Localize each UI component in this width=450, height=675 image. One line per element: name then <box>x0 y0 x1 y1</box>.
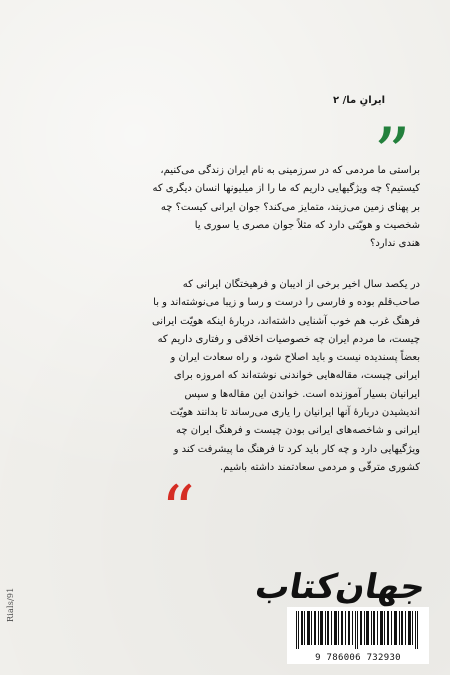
intro-paragraph <box>80 162 420 253</box>
text-line: شخصیت و هویّتی دارد که مثلاً جوان مصری یا سوری یا <box>194 219 420 231</box>
text-line: ایرانیان بسیار آموزنده است. خواندن این مقاله‌ها و سپس <box>184 388 420 400</box>
isbn-barcode <box>287 607 429 664</box>
opening-quote-mark-icon: ” <box>373 113 411 195</box>
text-line: چیست، ما مردم ایران چه خصوصیات اخلاقی و رفتاری داریم که <box>157 333 420 345</box>
side-price-text: Rials/91 <box>6 587 15 622</box>
text-line: هندی ندارد؟ <box>370 238 420 250</box>
text-line: فرهنگ غرب هم خوب آشنایی داشته‌اند، دربارهٔ اینکه هویّت ایرانی <box>151 315 420 327</box>
text-line: در یکصد سال اخیر برخی از ادیبان و فرهیختگان ایرانی که <box>182 279 420 290</box>
isbn-number: 9 786006 732930 <box>315 653 401 663</box>
text-line: ایرانی چیست، مقاله‌هایی خواندنی نوشته‌اند که امروزه برای <box>173 370 420 382</box>
publisher-logo: جهان‌کتاب <box>252 567 429 607</box>
text-line: کشوری مترقّی و مردمی سعادتمند داشته باشیم. <box>219 461 420 473</box>
closing-quote-mark-icon: “ <box>161 472 195 549</box>
text-line: ویژگیهایی دارد و چه کار باید کرد تا فرهنگ ما پیشرفت کند و <box>173 443 420 455</box>
body-paragraph <box>80 276 420 477</box>
text-line: بر پهنای زمین می‌زیند، متمایز می‌کند؟ جوان ایرانی کیست؟ چه <box>160 201 420 213</box>
text-line: بعضاً پسندیده نیست و باید اصلاح شود، و راه سعادت ایران و <box>170 352 420 364</box>
text-line: براستی ما مردمی که در سرزمینی به نام ایران زندگی می‌کنیم، <box>160 165 420 176</box>
text-line: اندیشیدن دربارهٔ آنها ایرانیان را یاری می‌رساند تا بدانند هویّت <box>170 407 420 419</box>
barcode-icon <box>296 611 420 649</box>
text-line: ایرانی و شاخصه‌های ایرانی بودن چیست و فرهنگ ایران چه <box>176 425 420 437</box>
text-line: صاحب‌قلم بوده و فارسی را درست و رسا و زیبا می‌نوشته‌اند و با <box>153 297 420 309</box>
text-line: کیستیم؟ چه ویژگیهایی داریم که ما را از میلیونها انسان دیگری که <box>152 183 420 195</box>
series-title: ایرانِ ما/ ۲ <box>333 95 386 106</box>
